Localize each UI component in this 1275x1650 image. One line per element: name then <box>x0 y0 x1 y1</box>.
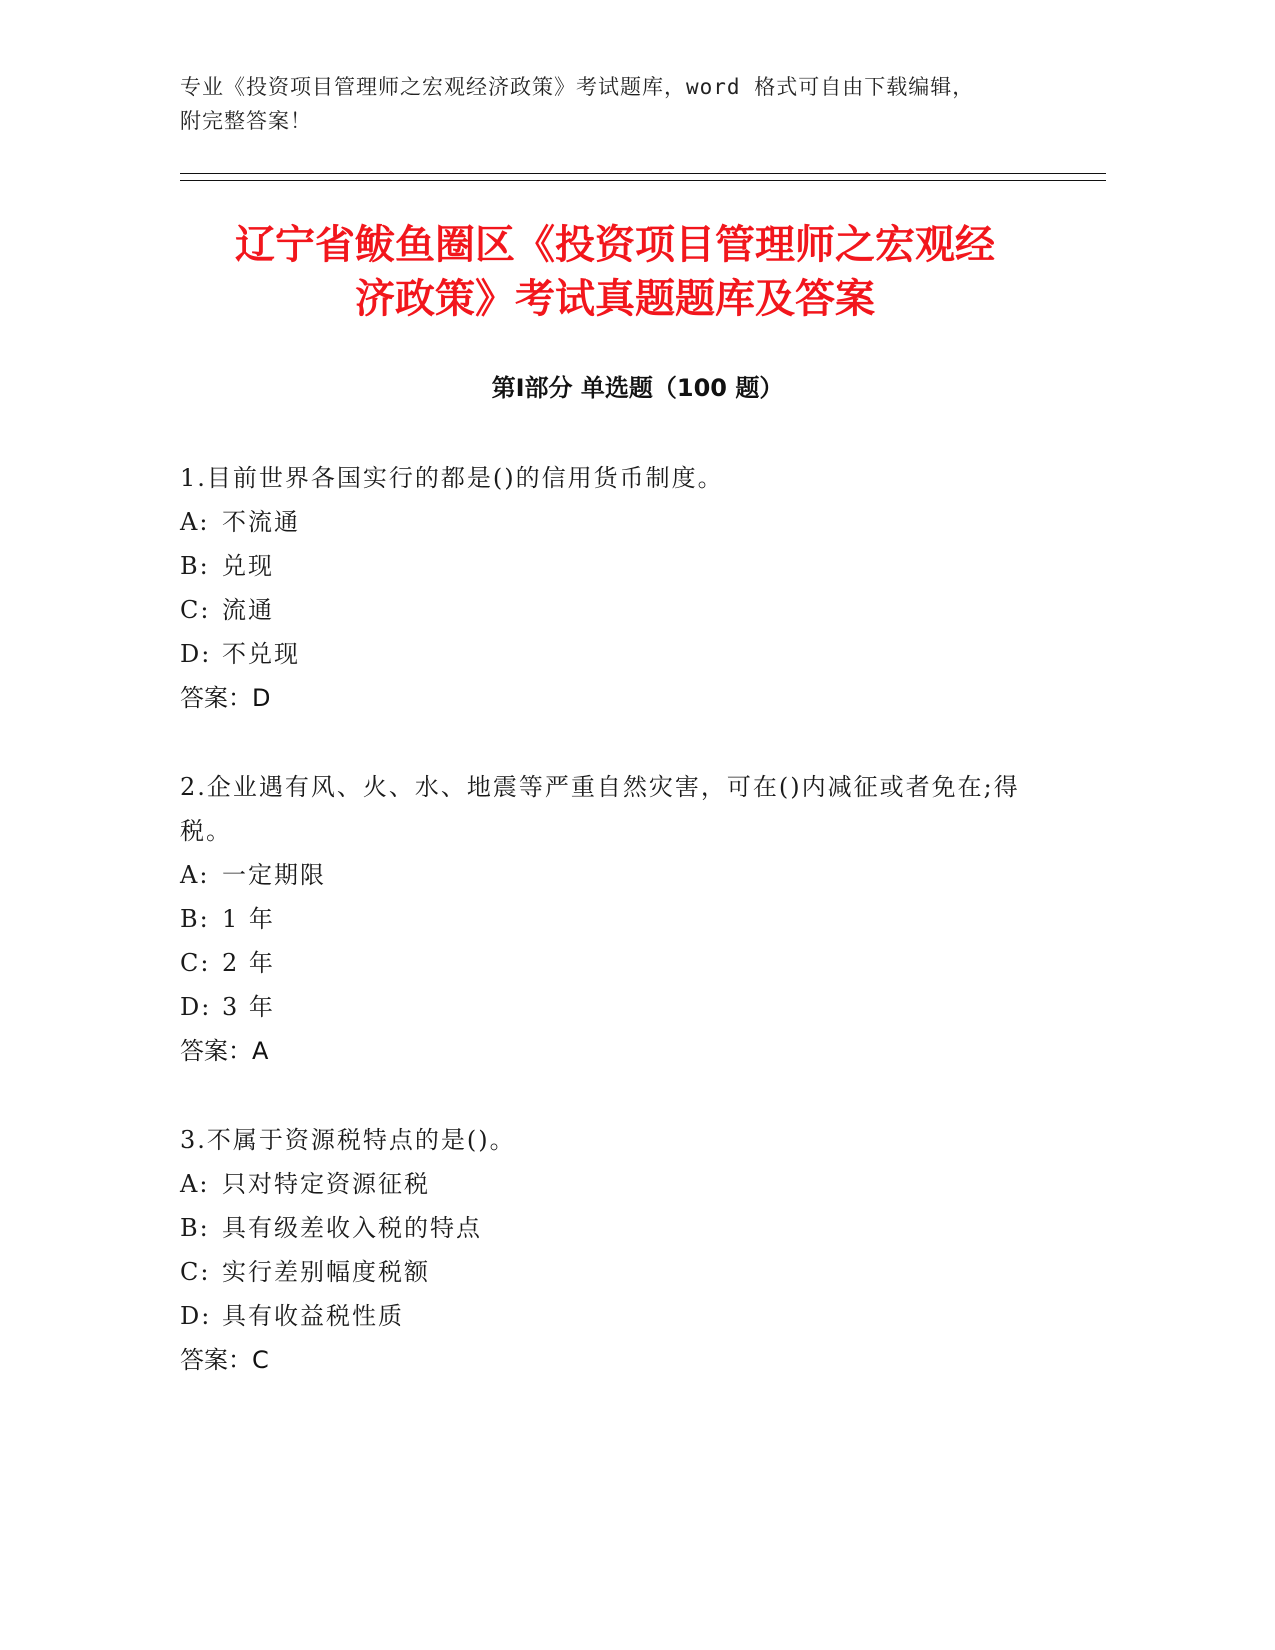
option-a <box>180 1162 1060 1206</box>
option-c <box>180 1250 1060 1294</box>
question-stem: 1.目前世界各国实行的都是()的信用货币制度。 <box>180 464 724 492</box>
option-b <box>180 1206 1060 1250</box>
option-text: 流通 <box>222 596 274 624</box>
intro-line-2: 附完整答案！ <box>180 109 312 133</box>
option-key: A: <box>180 1170 210 1198</box>
document-title <box>140 218 1090 326</box>
question-stem: 2.企业遇有风、火、水、地震等严重自然灾害，可在()内减征或者免在;得税。 <box>180 773 1020 845</box>
option-a <box>180 500 1060 544</box>
answer: 答案：C <box>180 1346 269 1374</box>
intro-text <box>180 70 1040 138</box>
option-key: D: <box>180 993 212 1021</box>
answer: 答案：A <box>180 1037 269 1065</box>
option-text: 3 年 <box>222 993 275 1021</box>
option-text: 只对特定资源征税 <box>222 1170 430 1198</box>
document-title-line-2: 济政策》考试真题题库及答案 <box>355 276 875 322</box>
header-divider-top <box>180 173 1106 174</box>
option-c <box>180 588 1060 632</box>
option-key: C: <box>180 596 211 624</box>
option-text: 具有级差收入税的特点 <box>222 1214 482 1242</box>
option-text: 实行差别幅度税额 <box>222 1258 430 1286</box>
question-list <box>180 456 1060 1427</box>
option-b <box>180 544 1060 588</box>
intro-line-1: 专业《投资项目管理师之宏观经济政策》考试题库，word 格式可自由下载编辑， <box>180 75 975 99</box>
option-d <box>180 632 1060 676</box>
option-key: A: <box>180 861 210 889</box>
question-stem: 3.不属于资源税特点的是()。 <box>180 1126 516 1154</box>
answer: 答案：D <box>180 684 271 712</box>
option-text: 具有收益税性质 <box>222 1302 404 1330</box>
option-text: 一定期限 <box>222 861 326 889</box>
header-divider-bottom <box>180 180 1106 181</box>
option-key: B: <box>180 1214 210 1242</box>
option-text: 兑现 <box>222 552 274 580</box>
option-c <box>180 941 1060 985</box>
question-2 <box>180 765 1060 1073</box>
option-text: 不兑现 <box>222 640 300 668</box>
option-text: 2 年 <box>222 949 275 977</box>
document-title-line-1: 辽宁省鲅鱼圈区《投资项目管理师之宏观经 <box>235 222 995 268</box>
option-b <box>180 897 1060 941</box>
option-key: D: <box>180 1302 212 1330</box>
option-d <box>180 985 1060 1029</box>
option-key: C: <box>180 1258 211 1286</box>
option-a <box>180 853 1060 897</box>
question-1 <box>180 456 1060 720</box>
option-key: B: <box>180 552 210 580</box>
option-text: 1 年 <box>222 905 275 933</box>
option-text: 不流通 <box>222 508 300 536</box>
option-key: D: <box>180 640 212 668</box>
option-key: A: <box>180 508 210 536</box>
question-3 <box>180 1118 1060 1382</box>
option-key: B: <box>180 905 210 933</box>
section-heading: 第Ⅰ部分 单选题（100 题） <box>491 374 784 402</box>
option-key: C: <box>180 949 211 977</box>
option-d <box>180 1294 1060 1338</box>
